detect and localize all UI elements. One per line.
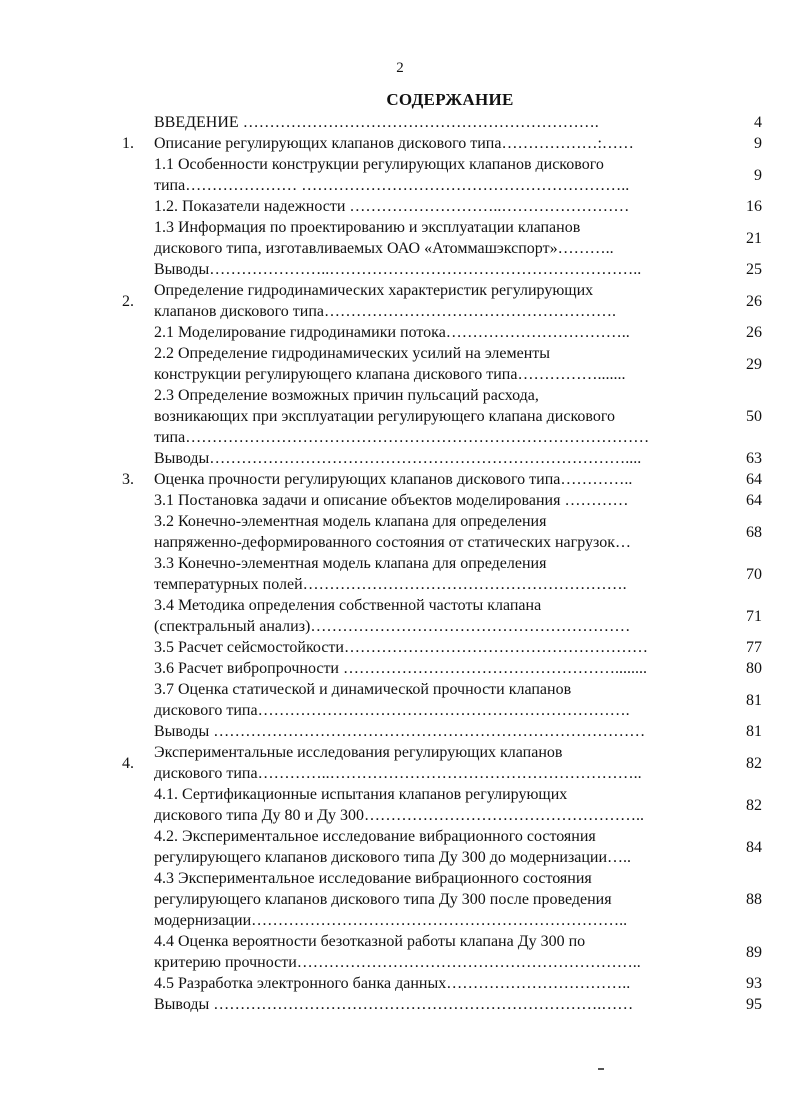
toc-entry-3-5 [122, 637, 762, 658]
toc-entry-4-2 [122, 826, 762, 868]
entry-title: 4.4 Оценка вероятности безотказной работы клапана Ду 300 по критерию прочности……………………………………………………….. [154, 933, 641, 971]
entry-title: Экспериментальные исследования регулирующих клапанов дискового типа…………..………………………………………………….. [154, 744, 642, 782]
entry-title: 3.6 Расчет вибропрочности ……………………………………………........ [154, 660, 647, 677]
entry-page: 82 [746, 754, 762, 772]
entry-number: 1. [122, 135, 134, 152]
entry-page: 68 [746, 523, 762, 541]
toc-entry-3-1 [122, 490, 762, 511]
entry-title: Описание регулирующих клапанов дискового типа………………:…… [154, 135, 634, 152]
entry-page: 70 [746, 565, 762, 583]
entry-page: 29 [746, 355, 762, 373]
entry-title: 2.1 Моделирование гидродинамики потока…………………………….. [154, 324, 630, 341]
toc-entry-chapter-1 [122, 133, 762, 154]
entry-page: 80 [746, 660, 762, 677]
toc-entry-2-1 [122, 322, 762, 343]
entry-page: 9 [754, 135, 762, 152]
entry-title: 4.5 Разработка электронного банка данных…………………………….. [154, 975, 631, 992]
entry-number: 3. [122, 471, 134, 488]
toc-entry-4-4 [122, 931, 762, 973]
entry-title: 1.3 Информация по проектированию и эксплуатации клапанов дискового типа, изготавливаемых ОАО «Атоммашэкспорт»……….. [154, 219, 614, 257]
entry-page: 26 [746, 292, 762, 310]
entry-page: 63 [746, 450, 762, 467]
entry-title: 3.5 Расчет сейсмостойкости………………………………………………… [154, 639, 648, 656]
scan-speck [598, 1068, 604, 1070]
entry-page: 77 [746, 639, 762, 656]
entry-title: 3.4 Методика определения собственной частоты клапана (спектральный анализ)…………………………………………………… [154, 597, 631, 635]
entry-title: 3.2 Конечно-элементная модель клапана для определения напряженно-деформированного состояния от статических нагрузок… [154, 513, 631, 551]
entry-title: 2.3 Определение возможных причин пульсаций расхода, возникающих при эксплуатации регулирующего клапана дискового типа…………………………………………………………………………… [154, 387, 650, 446]
toc-entry-1-3 [122, 217, 762, 259]
entry-page: 50 [746, 408, 762, 425]
entry-title: 4.2. Экспериментальное исследование вибрационного состояния регулирующего клапанов дискового типа Ду 300 до модернизации….. [154, 828, 632, 866]
entry-number: 4. [122, 754, 134, 772]
entry-title: 3.3 Конечно-элементная модель клапана для определения температурных полей……………………………………………………. [154, 555, 627, 593]
entry-page: 9 [754, 166, 762, 184]
toc-entry-introduction [122, 112, 762, 133]
toc-entry-1-1 [122, 154, 762, 196]
toc-entry-3-2 [122, 511, 762, 553]
entry-title: Выводы ……………………………………………………………………… [154, 723, 646, 740]
toc-entry-conclusions-3 [122, 721, 762, 742]
entry-page: 21 [746, 229, 762, 247]
entry-page: 81 [746, 691, 762, 709]
entry-title: ВВЕДЕНИЕ …………………………………………………………. [154, 114, 599, 131]
toc-entry-conclusions-1 [122, 259, 762, 280]
entry-page: 64 [746, 471, 762, 488]
entry-page: 84 [746, 838, 762, 856]
entry-page: 4 [754, 114, 762, 131]
toc-entry-conclusions-4 [122, 994, 762, 1015]
toc-title: СОДЕРЖАНИЕ [386, 90, 514, 109]
entry-title: 4.1. Сертификационные испытания клапанов регулирующих дискового типа Ду 80 и Ду 300…………………………………………….. [154, 786, 644, 824]
toc-entry-2-3 [122, 385, 762, 448]
entry-title: Выводы…………………..………………………………………………….. [154, 261, 642, 278]
toc-entry-3-4 [122, 595, 762, 637]
entry-title: Определение гидродинамических характеристик регулирующих клапанов дискового типа………………………………………………. [154, 282, 617, 320]
toc-entry-chapter-2 [122, 280, 762, 322]
toc-entry-4-3 [122, 868, 762, 931]
entry-page: 71 [746, 607, 762, 625]
entry-page: 89 [746, 943, 762, 961]
toc-entry-chapter-4 [122, 742, 762, 784]
toc-entry-2-2 [122, 343, 762, 385]
table-of-contents [122, 112, 762, 1015]
entry-title: Оценка прочности регулирующих клапанов дискового типа………….. [154, 471, 633, 488]
entry-title: 3.7 Оценка статической и динамической прочности клапанов дискового типа……………………………………………………………. [154, 681, 630, 719]
entry-title: 2.2 Определение гидродинамических усилий на элементы конструкции регулирующего клапана дискового типа……………....... [154, 345, 626, 383]
toc-entry-1-2 [122, 196, 762, 217]
toc-entry-3-7 [122, 679, 762, 721]
toc-entry-4-1 [122, 784, 762, 826]
toc-entry-4-5 [122, 973, 762, 994]
entry-page: 82 [746, 796, 762, 814]
entry-title: 4.3 Экспериментальное исследование вибрационного состояния регулирующего клапанов дискового типа Ду 300 после проведения модернизации…………………………………………………………….. [154, 870, 628, 929]
entry-page: 64 [746, 492, 762, 509]
entry-page: 25 [746, 261, 762, 278]
entry-title: Выводы…………………………………………………………………….... [154, 450, 642, 467]
entry-title: Выводы ……………………………………………………………….…… [154, 996, 634, 1013]
toc-entry-conclusions-2 [122, 448, 762, 469]
toc-entry-chapter-3 [122, 469, 762, 490]
entry-title: 1.2. Показатели надежности ………………………..…………………… [154, 198, 630, 215]
entry-page: 93 [746, 975, 762, 992]
entry-page: 26 [746, 324, 762, 341]
page-number: 2 [396, 60, 404, 76]
toc-entry-3-6 [122, 658, 762, 679]
entry-number: 2. [122, 292, 134, 310]
entry-page: 16 [746, 198, 762, 215]
entry-page: 95 [746, 996, 762, 1013]
entry-title: 3.1 Постановка задачи и описание объектов моделирования ………… [154, 492, 629, 509]
entry-title: 1.1 Особенности конструкции регулирующих клапанов дискового типа………………… …………………………………………………….. [154, 156, 630, 194]
entry-page: 81 [746, 723, 762, 740]
toc-entry-3-3 [122, 553, 762, 595]
entry-page: 88 [746, 891, 762, 908]
